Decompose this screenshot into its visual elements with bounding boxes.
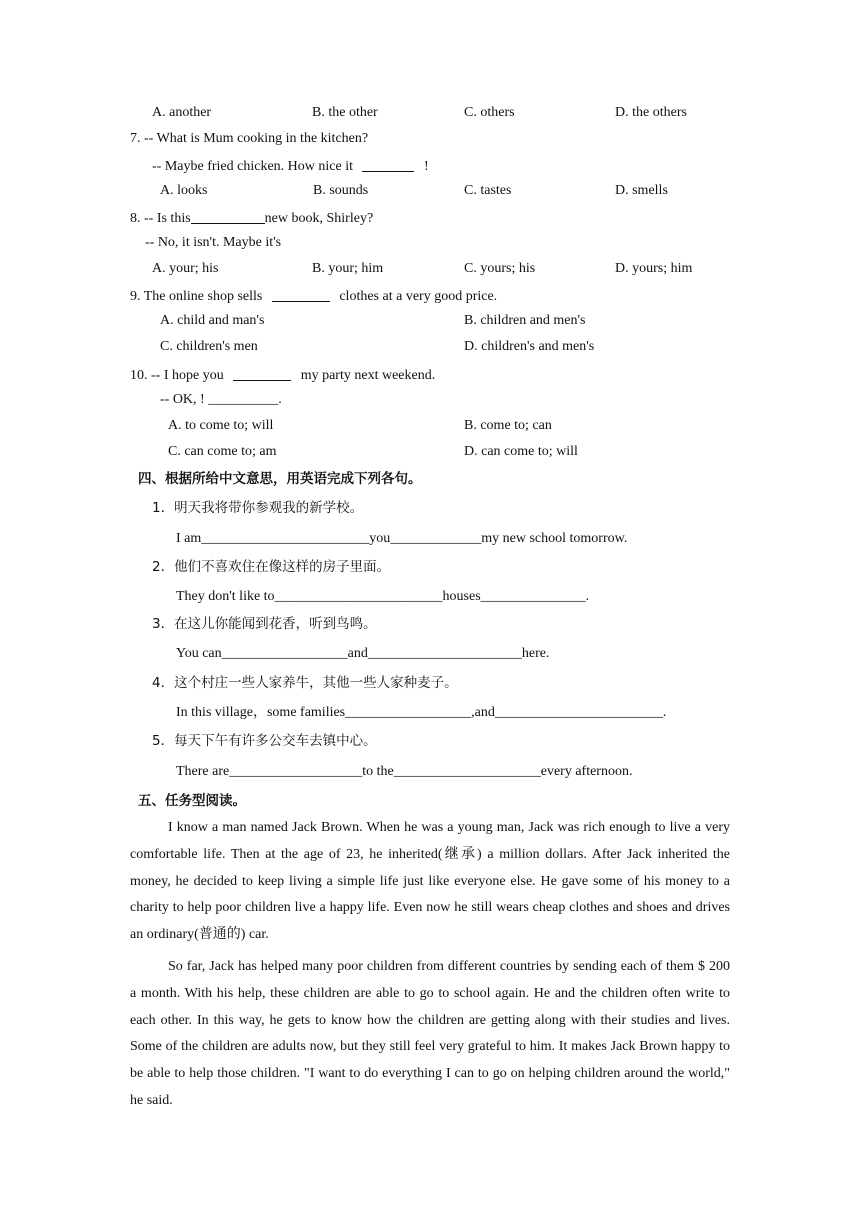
q10-option-a: A. to come to; will [168,418,274,433]
q8-blank[interactable] [191,209,265,224]
q9-option-b: B. children and men's [464,313,586,328]
q9-option-c: C. children's men [160,339,258,354]
q7-answer-line [152,157,429,176]
q10-option-c: C. can come to; am [168,444,277,459]
q10-option-b: B. come to; can [464,418,552,433]
q10-stem [130,366,435,385]
q6-option-c: C. others [464,105,515,120]
section-5-title: 五、任务型阅读。 [138,793,246,809]
q8-stem-before: 8. -- Is this [130,211,191,226]
q10-stem-before: 10. -- I hope you [130,368,224,383]
q8-stem-after: new book, Shirley? [264,211,374,226]
s4-item-3-chinese: 3．在这儿你能闻到花香，听到鸟鸣。 [152,616,377,632]
q7-option-c: C. tastes [464,183,512,198]
s4-item-1-chinese: 1．明天我将带你参观我的新学校。 [152,500,364,516]
q7-stem: 7. -- What is Mum cooking in the kitchen? [130,131,369,146]
q9-stem-after: clothes at a very good price. [339,289,498,304]
s4-item-3-english: You can__________________and______________________here. [176,646,550,661]
s4-item-5-english: There are___________________to the_____________________every afternoon. [176,764,633,779]
q9-stem [130,287,497,306]
q7-option-a: A. looks [160,183,208,198]
q9-stem-before: 9. The online shop sells [130,289,263,304]
q8-option-b: B. your; him [312,261,384,276]
s4-item-4-chinese: 4．这个村庄一些人家养牛，其他一些人家种麦子。 [152,675,458,691]
s4-item-2-english: They don't like to________________________houses_______________. [176,589,590,604]
q9-blank[interactable] [272,287,330,302]
section-4-title: 四、根据所给中文意思，用英语完成下列各句。 [138,471,422,487]
s4-item-4-english: In this village，some families__________________,and________________________. [176,705,667,720]
q7-blank[interactable] [362,157,414,172]
q8-stem [130,209,373,228]
q8-option-a: A. your; his [152,261,219,276]
s4-item-1-english: I am________________________you_____________my new school tomorrow. [176,531,628,546]
q7-answer-end: ! [423,159,429,174]
q6-option-a: A. another [152,105,212,120]
q7-answer-text: -- Maybe fried chicken. How nice it [152,159,353,174]
q7-option-d: D. smells [615,183,668,198]
q6-option-d: D. the others [615,105,687,120]
q9-option-a: A. child and man's [160,313,265,328]
q8-option-c: C. yours; his [464,261,536,276]
reading-paragraph-1: I know a man named Jack Brown. When he was a young man, Jack was rich enough to live a very comfortable life. Then at the age of 23, he inherited(继承) a million dollars. After Jack inherited the money, he decided to keep living a simple life just like everyone else. He gave some of his money to a charity to help poor children live a happy life. Even now he still wears cheap clothes and shoes and drives an ordinary(普通的) car. [130,820,730,943]
s4-item-5-chinese: 5．每天下午有许多公交车去镇中心。 [152,733,377,749]
q8-answer-line: -- No, it isn't. Maybe it's [145,235,282,250]
s4-item-2-chinese: 2．他们不喜欢住在像这样的房子里面。 [152,559,391,575]
q10-stem-after: my party next weekend. [300,368,436,383]
q10-option-d: D. can come to; will [464,444,578,459]
q10-blank[interactable] [233,366,291,381]
q10-answer-line: -- OK, ! __________. [160,392,282,407]
q6-option-b: B. the other [312,105,378,120]
q8-option-d: D. yours; him [615,261,693,276]
reading-paragraph-2: So far, Jack has helped many poor children from different countries by sending each of them $ 200 a month. With his help, these children are able to go to school again. He and the children often write to each other. In this way, he gets to know how the children are getting along with their studies and lives. Some of the children are adults now, but they still feel very grateful to him. It makes Jack Brown happy to be able to help those children. "I want to do everything I can to go on helping children around the world," he said. [130,959,730,1108]
q9-option-d: D. children's and men's [464,339,595,354]
q7-option-b: B. sounds [313,183,369,198]
